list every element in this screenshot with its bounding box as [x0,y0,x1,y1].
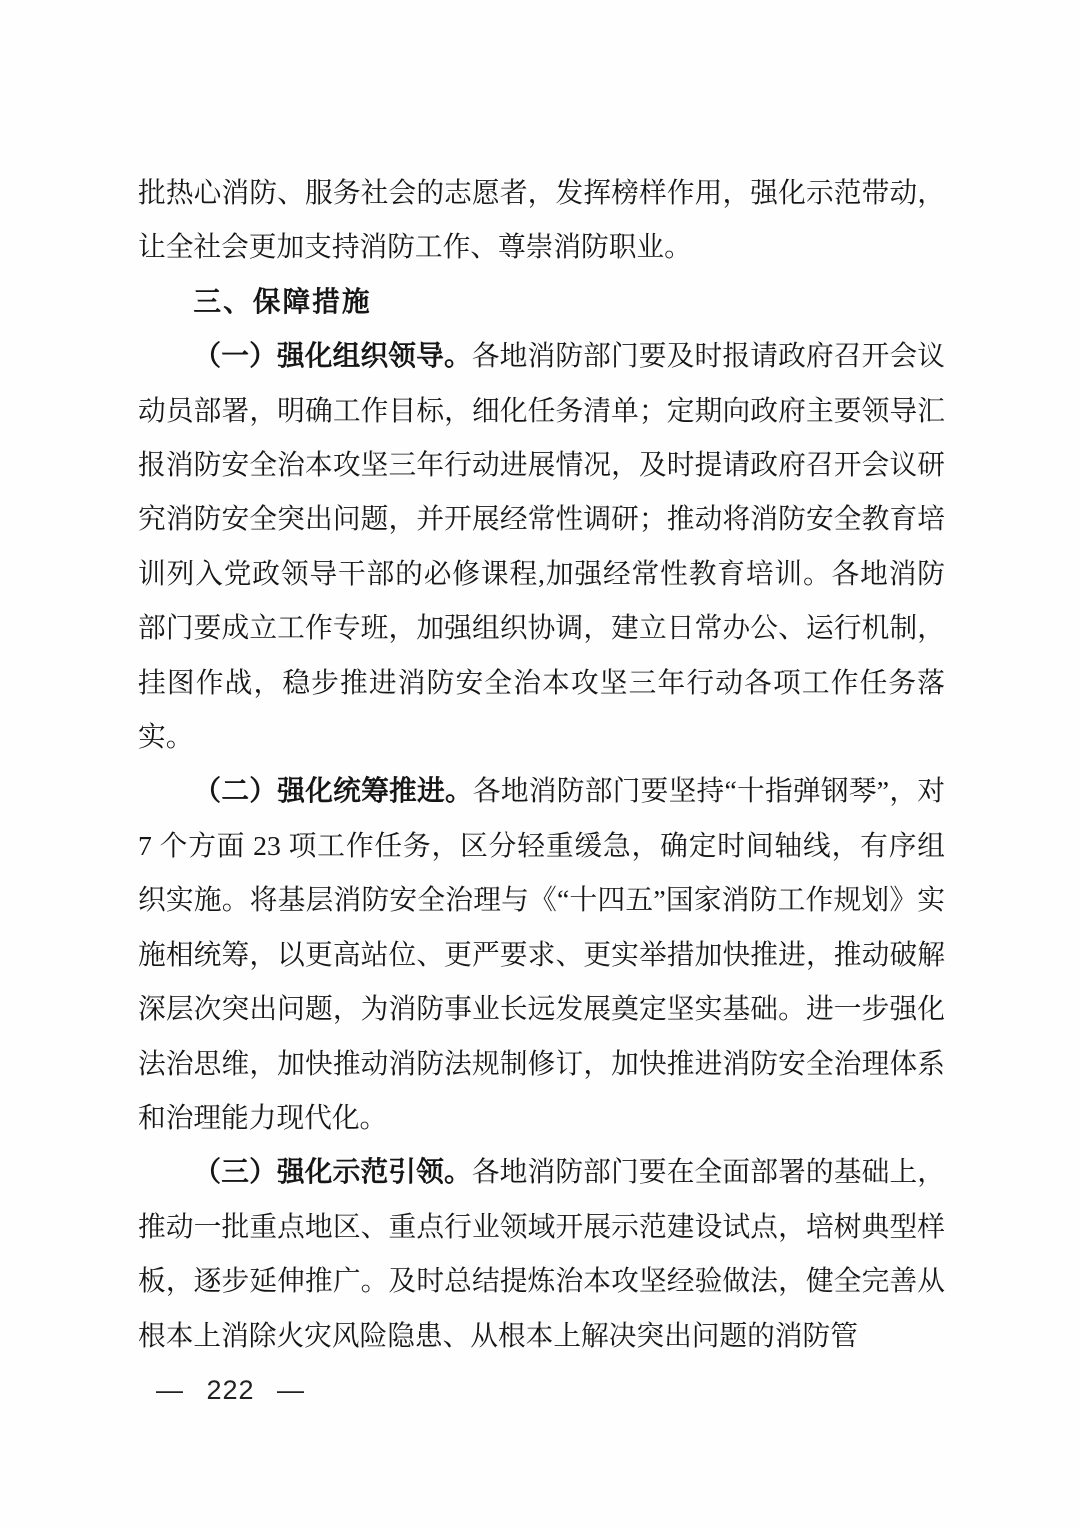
paragraph-item-1 [138,329,945,764]
paragraph-continuation: 批热心消防、服务社会的志愿者，发挥榜样作用，强化示范带动，让全社会更加支持消防工作、尊崇消防职业。 [138,177,945,263]
paragraph-item-1-text: 各地消防部门要及时报请政府召开会议动员部署，明确工作目标，细化任务清单；定期向政府主要领导汇报消防安全治本攻坚三年行动进展情况，及时提请政府召开会议研究消防安全突出问题，并开展经常性调研；推动将消防安全教育培训列入党政领导干部的必修课程,加强经常性教育培训。各地消防部门要成立工作专班，加强组织协调，建立日常办公、运行机制，挂图作战，稳步推进消防安全治本攻坚三年行动各项工作任务落实。 [138,340,945,753]
paragraph-item-2-lead: （二）强化统筹推进。 [193,775,473,807]
paragraph-item-3 [138,1145,945,1363]
page-number: — 222 — [156,1375,306,1405]
section-heading: 三、保障措施 [193,285,372,317]
paragraph-item-2 [138,764,945,1145]
paragraph-item-3-text: 各地消防部门要在全面部署的基础上，推动一批重点地区、重点行业领域开展示范建设试点，培树典型样板，逐步延伸推广。及时总结提炼治本攻坚经验做法，健全完善从根本上消除火灾风险隐患、从根本上解决突出问题的消防管 [138,1156,945,1351]
paragraph-item-2-text: 各地消防部门要坚持“十指弹钢琴”，对 7 个方面 23 项工作任务，区分轻重缓急，确定时间轴线，有序组织实施。将基层消防安全治理与《“十四五”国家消防工作规划》实施相统筹，以更高站位、更严要求、更实举措加快推进，推动破解深层次突出问题，为消防事业长远发展奠定坚实基础。进一步强化法治思维，加快推动消防法规制修订，加快推进消防安全治理体系和治理能力现代化。 [138,775,945,1133]
document-content [138,166,945,1363]
paragraph-item-1-lead: （一）强化组织领导。 [193,340,472,372]
paragraph-item-3-lead: （三）强化示范引领。 [193,1156,472,1188]
